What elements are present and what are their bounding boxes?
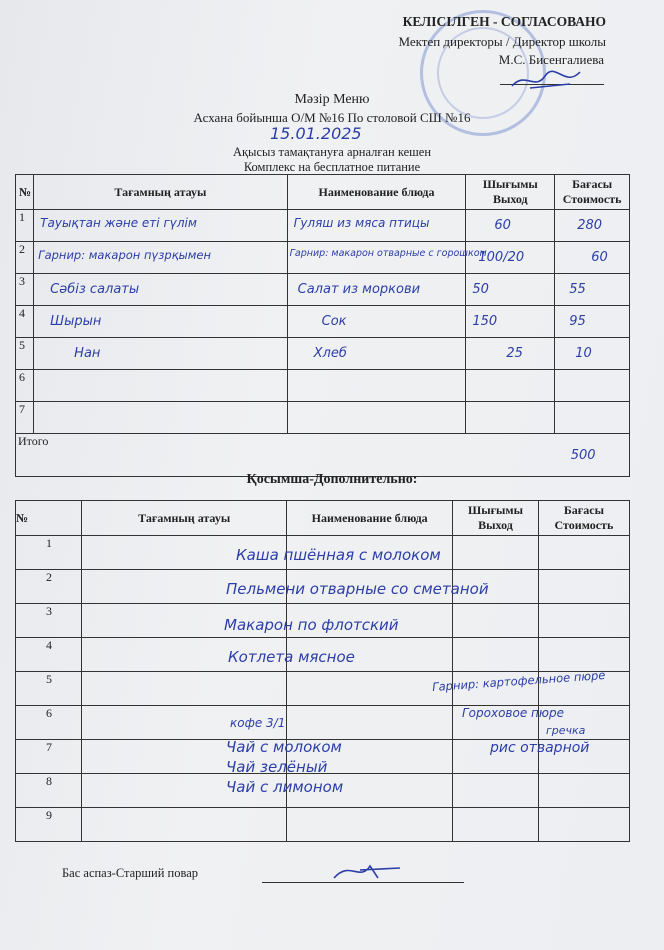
col-output: Шығымы Выход	[466, 175, 555, 210]
extra-note: Чай с молоком	[226, 738, 342, 756]
extra-note: кофе 3/1	[230, 716, 286, 730]
col-price: Бағасы Стоимость	[538, 501, 629, 536]
row-num: 7	[16, 402, 34, 434]
table-row	[16, 274, 630, 306]
row-num: 1	[16, 210, 34, 242]
col-ru-name: Наименование блюда	[287, 175, 466, 210]
col-kz-name: Тағамның атауы	[82, 501, 287, 536]
main-menu-table	[15, 174, 630, 477]
row-num: 2	[16, 242, 34, 274]
row-num: 8	[16, 774, 82, 808]
extra-section-title: Қосымша-Дополнительно:	[246, 472, 418, 487]
chef-label: Бас аспаз-Старший повар	[62, 866, 199, 880]
dish-ru: Салат из моркови	[297, 282, 421, 297]
dish-kz: Гарнир: макарон пүзрқымен	[38, 248, 212, 262]
extra-note: Пельмени отварные со сметаной	[226, 580, 489, 598]
dish-ru: Гуляш из мяса птицы	[293, 216, 430, 230]
dish-ru: Сок	[321, 314, 347, 329]
dish-price: 280	[577, 218, 603, 233]
row-num: 4	[16, 638, 82, 672]
col-output: Шығымы Выход	[453, 501, 539, 536]
row-num: 6	[16, 370, 34, 402]
extra-note: Гороховое пюре	[462, 706, 564, 720]
extra-note: Макарон по флотский	[224, 616, 399, 634]
total-row	[16, 434, 630, 477]
dish-output: 25	[506, 346, 523, 361]
approved-heading: КЕЛІСІЛГЕН - СОГЛАСОВАНО	[402, 14, 606, 29]
row-num: 2	[16, 570, 82, 604]
extra-note: Чай с лимоном	[226, 778, 344, 796]
director-position: Мектеп директоры / Директор школы	[398, 34, 606, 49]
table-row	[16, 338, 630, 370]
col-kz-name: Тағамның атауы	[34, 175, 287, 210]
table-row	[16, 402, 630, 434]
row-num: 3	[16, 604, 82, 638]
col-price: Бағасы Стоимость	[555, 175, 630, 210]
table-row	[16, 370, 630, 402]
row-num: 1	[16, 536, 82, 570]
director-name: М.С. Бисенгалиева	[498, 52, 604, 67]
dish-price: 55	[569, 282, 586, 297]
extra-note: гречка	[546, 724, 586, 737]
table-row	[16, 210, 630, 242]
dish-ru: Хлеб	[313, 346, 347, 361]
col-ru-name: Наименование блюда	[287, 501, 453, 536]
table-row	[16, 242, 630, 274]
row-num: 5	[16, 672, 82, 706]
table-row	[16, 808, 630, 842]
extra-note: Чай зелёный	[226, 758, 328, 776]
dish-output: 150	[472, 314, 498, 329]
page-title: Мәзір Меню	[294, 92, 370, 107]
extra-note: Каша пшённая с молоком	[236, 546, 441, 564]
chef-signature	[330, 856, 410, 884]
table-header-row	[16, 501, 630, 536]
dish-price: 10	[575, 346, 592, 361]
dish-output: 50	[472, 282, 489, 297]
extra-note: рис отварной	[490, 740, 590, 756]
row-num: 7	[16, 740, 82, 774]
extra-note: Котлета мясное	[228, 648, 355, 666]
total-value: 500	[570, 448, 596, 463]
table-row	[16, 306, 630, 338]
extra-note: Гарнир: картофельное пюре	[431, 667, 606, 695]
total-label: Итого	[16, 434, 555, 477]
dish-kz: Нан	[74, 346, 101, 361]
dish-ru: Гарнир: макарон отварные с горошком	[289, 248, 487, 259]
dish-price: 95	[569, 314, 586, 329]
dish-output: 60	[494, 218, 511, 233]
complex-ru: Комплекс на бесплатное питание	[243, 160, 421, 174]
dish-kz: Шырын	[50, 314, 102, 329]
row-num: 4	[16, 306, 34, 338]
row-num: 3	[16, 274, 34, 306]
col-num: №	[16, 175, 34, 210]
director-signature	[510, 66, 590, 94]
table-header-row	[16, 175, 630, 210]
dish-price: 60	[591, 250, 608, 265]
row-num: 5	[16, 338, 34, 370]
handwritten-date: 15.01.2025	[270, 124, 362, 143]
dish-output: 100/20	[478, 250, 525, 265]
complex-kz: Ақысыз тамақтануға арналған кешен	[232, 145, 432, 159]
row-num: 9	[16, 808, 82, 842]
col-num: №	[16, 501, 82, 536]
dish-kz: Сәбіз салаты	[50, 282, 140, 297]
page-subtitle: Асхана бойынша О/М №16 По столовой СШ №16	[193, 110, 471, 125]
dish-kz: Тауықтан және еті гүлім	[40, 216, 197, 230]
row-num: 6	[16, 706, 82, 740]
